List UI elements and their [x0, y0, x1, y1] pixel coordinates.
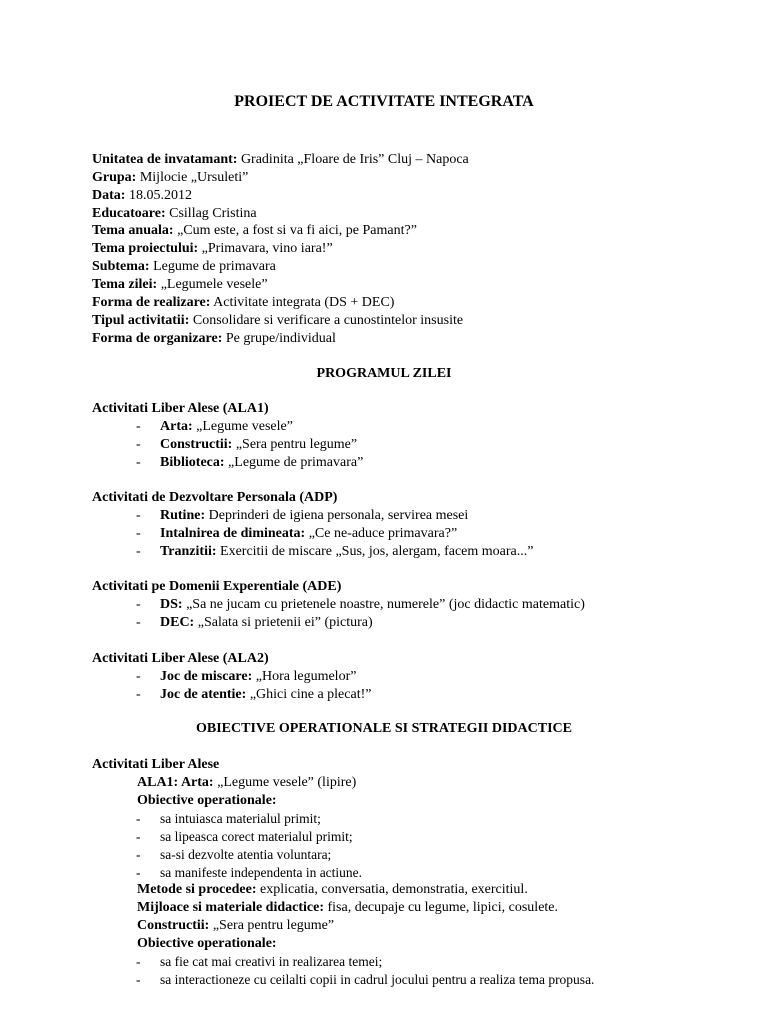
- obiective-group-title: Activitati Liber Alese: [92, 757, 220, 772]
- info-forma-realizare: Forma de realizare: Activitate integrata (DS + DEC): [92, 295, 395, 310]
- info-educatoare: Educatoare: Csillag Cristina: [92, 206, 257, 221]
- group-ala1-title: Activitati Liber Alese (ALA1): [92, 401, 269, 416]
- document-page: PROIECT DE ACTIVITATE INTEGRATA Unitatea de invatamant: Gradinita „Floare de Iris” Cluj – Napoca Grupa: Mijlocie „Ursuleti” Data: 18.05.2012 Educatoare: Csillag Cristina Tema anuala: „Cum este, a fost si va fi aici, pe Pamant?” Tema proiectului: „Primavara, vino iara!” Subtema: Legume de primavara Tema zilei: „Legumele vesele” Forma de realizare: Activitate integrata (DS + DEC) Tipul activitatii: Consolidare si verificare a cunostintelor insusite Forma de organizare: Pe grupe/individual PROGRAMUL ZILEI Activitati Liber Alese (ALA1) - Arta: „Legume vesele” - Constructii: „Sera pentru legume” - Biblioteca: „Legume de primavara” Activitati de Dezvoltare Personala (ADP) - Rutine: Deprinderi de igiena personala, servirea mesei - Intalnirea de dimineata: „Ce ne-aduce primavara?” - Tranzitii: Exercitii de miscare „Sus, jos, alergam, facem moara...” Activitati pe Domenii Experentiale (ADE) - DS: „Sa ne jucam cu prietenele noastre, numerele” (joc didactic matematic) - DEC: „Salata si prietenii ei” (pictura) Activitati Liber Alese (ALA2) - Joc de miscare: „Hora legumelor” - Joc de atentie: „Ghici cine a plecat!” OBIECTIVE OPERATIONALE SI STRATEGII DIDACTICE Activitati Liber Alese ALA1: Arta: „Legume vesele” (lipire) Obiective operationale: - sa intuiasca materialul primit; - sa lipeasca corect materialul primit; - sa-si dezvolte atentia voluntara; - sa manifeste independenta in actiune. Metode si procedee: explicatia, conversatia, demonstratia, exercitiul. Mijloace si materiale didactice: fisa, decupaje cu legume, lipici, cosulete. Constructii: „Sera pentru legume” Obiective operationale: - sa fie cat mai creativi in realizarea temei; - sa interactioneze cu ceilalti copii in cadrul jocului pentru a realiza tema propusa.: [0, 0, 768, 1024]
- constructii-line: Constructii: „Sera pentru legume”: [137, 918, 335, 933]
- group-ala2-title: Activitati Liber Alese (ALA2): [92, 651, 269, 666]
- group-ade-title: Activitati pe Domenii Experentiale (ADE): [92, 579, 342, 594]
- info-tema-proiectului: Tema proiectului: „Primavara, vino iara!”: [92, 241, 333, 256]
- info-tema-anuala: Tema anuala: „Cum este, a fost si va fi aici, pe Pamant?”: [92, 223, 417, 238]
- obiective-label-1: Obiective operationale:: [137, 793, 277, 808]
- info-forma-organizare: Forma de organizare: Pe grupe/individual: [92, 331, 336, 346]
- ala1-arta-line: ALA1: Arta: „Legume vesele” (lipire): [137, 775, 357, 790]
- programul-heading: PROGRAMUL ZILEI: [316, 366, 452, 381]
- metode-line: Metode si procedee: explicatia, conversatia, demonstratia, exercitiul.: [137, 882, 528, 897]
- group-adp-title: Activitati de Dezvoltare Personala (ADP): [92, 490, 338, 505]
- info-data: Data: 18.05.2012: [92, 188, 192, 203]
- document-title: PROIECT DE ACTIVITATE INTEGRATA: [234, 93, 534, 110]
- info-grupa: Grupa: Mijlocie „Ursuleti”: [92, 170, 249, 185]
- info-subtema: Subtema: Legume de primavara: [92, 259, 276, 274]
- mijloace-line: Mijloace si materiale didactice: fisa, decupaje cu legume, lipici, cosulete.: [137, 900, 559, 915]
- obiective-label-2: Obiective operationale:: [137, 936, 277, 951]
- info-tema-zilei: Tema zilei: „Legumele vesele”: [92, 277, 268, 292]
- info-unitatea: Unitatea de invatamant: Gradinita „Floare de Iris” Cluj – Napoca: [92, 152, 469, 167]
- obiective-heading: OBIECTIVE OPERATIONALE SI STRATEGII DIDACTICE: [195, 721, 573, 736]
- info-tipul-activitatii: Tipul activitatii: Consolidare si verificare a cunostintelor insusite: [92, 313, 464, 328]
